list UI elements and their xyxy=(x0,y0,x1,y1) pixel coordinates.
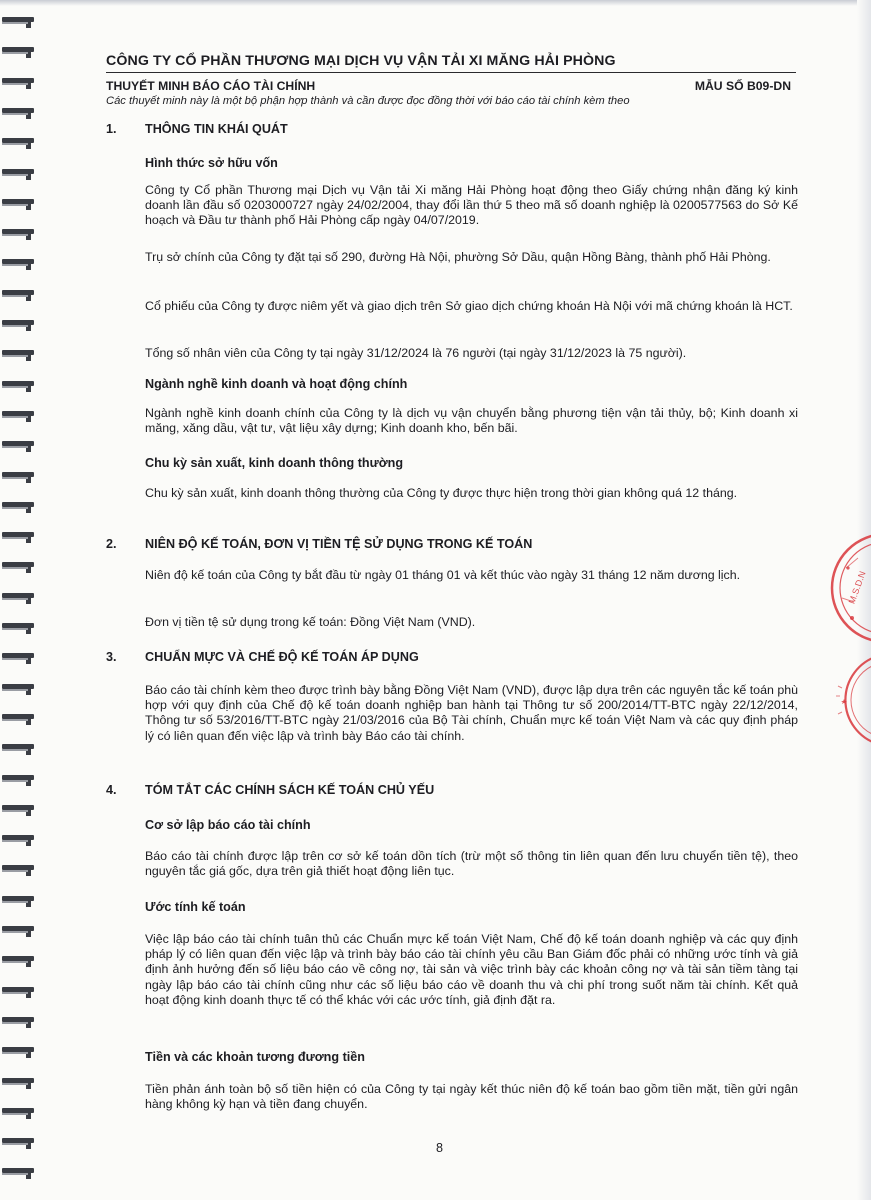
section-1-number: 1. xyxy=(106,122,117,136)
binding-ring xyxy=(2,166,36,180)
section-4-subheading-basis: Cơ sở lập báo cáo tài chính xyxy=(145,818,311,832)
binding-ring xyxy=(2,196,36,210)
binding-ring xyxy=(2,105,36,119)
binding-ring xyxy=(2,953,36,967)
binding-ring xyxy=(2,741,36,755)
binding-ring xyxy=(2,499,36,513)
binding-ring xyxy=(2,347,36,361)
company-name: CÔNG TY CỔ PHẦN THƯƠNG MẠI DỊCH VỤ VẬN TẢI XI MĂNG HẢI PHÒNG xyxy=(106,53,616,69)
binding-ring xyxy=(2,226,36,240)
binding-ring xyxy=(2,893,36,907)
section-3-title: CHUẨN MỰC VÀ CHẾ ĐỘ KẾ TOÁN ÁP DỤNG xyxy=(145,650,419,664)
section-1-paragraph: Chu kỳ sản xuất, kinh doanh thông thường của Công ty được thực hiện trong thời gian không quá 12 tháng. xyxy=(145,486,738,500)
section-3-number: 3. xyxy=(106,650,117,664)
section-2-paragraph: Niên độ kế toán của Công ty bắt đầu từ ngày 01 tháng 01 và kết thúc vào ngày 31 tháng 12 năm dương lịch. xyxy=(145,568,741,582)
binding-ring xyxy=(2,256,36,270)
binding-ring xyxy=(2,378,36,392)
binding-ring xyxy=(2,923,36,937)
binding-ring xyxy=(2,1135,36,1149)
binding-ring xyxy=(2,832,36,846)
document-subtitle: Các thuyết minh này là một bộ phận hợp thành và cần được đọc đồng thời với báo cáo tài chính kèm theo xyxy=(106,95,630,107)
section-4-subheading-cash: Tiền và các khoản tương đương tiền xyxy=(145,1050,365,1064)
section-1-paragraph: Tổng số nhân viên của Công ty tại ngày 31/12/2024 là 76 người (tại ngày 31/12/2023 là 75 người). xyxy=(145,346,687,360)
binding-ring xyxy=(2,317,36,331)
document-title: THUYẾT MINH BÁO CÁO TÀI CHÍNH xyxy=(106,79,316,93)
section-1-subheading-cycle: Chu kỳ sản xuất, kinh doanh thông thường xyxy=(145,456,404,470)
section-2-title: NIÊN ĐỘ KẾ TOÁN, ĐƠN VỊ TIỀN TỆ SỬ DỤNG TRONG KẾ TOÁN xyxy=(145,537,533,551)
binding-ring xyxy=(2,1105,36,1119)
binding-ring xyxy=(2,44,36,58)
binding-ring xyxy=(2,559,36,573)
binding-ring xyxy=(2,984,36,998)
binding-ring xyxy=(2,469,36,483)
binding-ring xyxy=(2,438,36,452)
binding-ring xyxy=(2,590,36,604)
section-1-title: THÔNG TIN KHÁI QUÁT xyxy=(145,122,288,136)
binding-ring xyxy=(2,135,36,149)
section-4-paragraph: Việc lập báo cáo tài chính tuân thủ các Chuẩn mực kế toán Việt Nam, Chế độ kế toán doanh nghiệp và các quy định pháp lý có liên quan đến việc lập và trình bày báo cáo tài chính yêu cầu Ban Giám đốc phải có những ước tính và giả định ảnh hưởng đến số liệu báo cáo về công nợ, tài sản và việc trình bày các khoản công nợ và tài sản tiềm tàng tại ngày lập báo cáo tài chính cũng như các số liệu báo cáo về doanh thu và chi phí trong suốt năm tài chính. Kết quả hoạt động kinh doanh thực tế có thể khác với các ước tính, giả định đặt ra. xyxy=(145,932,798,1007)
section-4-paragraph: Báo cáo tài chính được lập trên cơ sở kế toán dồn tích (trừ một số thông tin liên quan đến lưu chuyển tiền tệ), theo nguyên tắc giá gốc, dựa trên giả thiết hoạt động liên tục. xyxy=(145,849,798,879)
binding-ring xyxy=(2,1044,36,1058)
section-1-subheading-business: Ngành nghề kinh doanh và hoạt động chính xyxy=(145,377,408,391)
section-1-subheading-ownership: Hình thức sở hữu vốn xyxy=(145,156,278,170)
section-4-number: 4. xyxy=(106,783,117,797)
binding-ring xyxy=(2,711,36,725)
section-4-subheading-estimates: Ước tính kế toán xyxy=(145,900,246,914)
section-1-paragraph: Công ty Cổ phần Thương mại Dịch vụ Vận tải Xi măng Hải Phòng hoạt động theo Giấy chứng nhận đăng ký kinh doanh lần đầu số 0203000727 ngày 24/02/2004, thay đổi lần thứ 5 theo mã số doanh nghiệp là 0200577563 do Sở Kế hoạch và Đầu tư thành phố Hải Phòng cấp ngày 04/07/2019. xyxy=(145,183,798,228)
binding-ring xyxy=(2,1075,36,1089)
section-2-paragraph: Đơn vị tiền tệ sử dụng trong kế toán: Đồng Việt Nam (VND). xyxy=(145,615,476,629)
page-number: 8 xyxy=(436,1141,444,1155)
binding-ring xyxy=(2,1014,36,1028)
binding-ring xyxy=(2,862,36,876)
binding-ring xyxy=(2,408,36,422)
section-4-paragraph: Tiền phản ánh toàn bộ số tiền hiện có của Công ty tại ngày kết thúc niên độ kế toán bao gồm tiền mặt, tiền gửi ngân hàng không kỳ hạn và tiền đang chuyển. xyxy=(145,1082,798,1112)
binding-ring xyxy=(2,772,36,786)
form-number: MẪU SỐ B09-DN xyxy=(694,79,791,93)
section-3-paragraph: Báo cáo tài chính kèm theo được trình bày bằng Đồng Việt Nam (VND), được lập dựa trên các nguyên tắc kế toán phù hợp với quy định của Chế độ kế toán doanh nghiệp ban hành tại Thông tư số 200/2014/TT-BTC ngày 22/12/2014, Thông tư số 53/2016/TT-BTC ngày 21/03/2016 của Bộ Tài chính, Chuẩn mực kế toán Việt Nam và các quy định pháp lý có liên quan đến việc lập và trình bày Báo cáo tài chính. xyxy=(145,683,798,743)
page-top-shadow xyxy=(0,0,871,6)
section-1-paragraph: Trụ sở chính của Công ty đặt tại số 290, đường Hà Nội, phường Sở Dầu, quận Hồng Bàng, thành phố Hải Phòng. xyxy=(145,250,771,264)
section-1-paragraph: Cổ phiếu của Công ty được niêm yết và giao dịch trên Sở giao dịch chứng khoán Hà Nội với mã chứng khoán là HCT. xyxy=(145,299,793,313)
partial-seal-stamp xyxy=(822,652,871,748)
spiral-binding xyxy=(0,0,40,1200)
svg-text:M.S.D.N: M.S.D.N xyxy=(846,569,868,606)
binding-ring xyxy=(2,75,36,89)
section-4-title: TÓM TẮT CÁC CHÍNH SÁCH KẾ TOÁN CHỦ YẾU xyxy=(145,783,435,797)
binding-ring xyxy=(2,650,36,664)
section-2-number: 2. xyxy=(106,537,117,551)
binding-ring xyxy=(2,287,36,301)
binding-ring xyxy=(2,14,36,28)
binding-ring xyxy=(2,620,36,634)
section-1-paragraph: Ngành nghề kinh doanh chính của Công ty là dịch vụ vận chuyển bằng phương tiện vận tải thủy, bộ; Kinh doanh xi măng, xăng dầu, vật tư, vật liệu xây dựng; Kinh doanh kho, bến bãi. xyxy=(145,406,798,436)
company-seal-stamp xyxy=(826,528,871,648)
binding-ring xyxy=(2,1165,36,1179)
binding-ring xyxy=(2,681,36,695)
header-rule xyxy=(106,72,796,73)
binding-ring xyxy=(2,802,36,816)
binding-ring xyxy=(2,529,36,543)
